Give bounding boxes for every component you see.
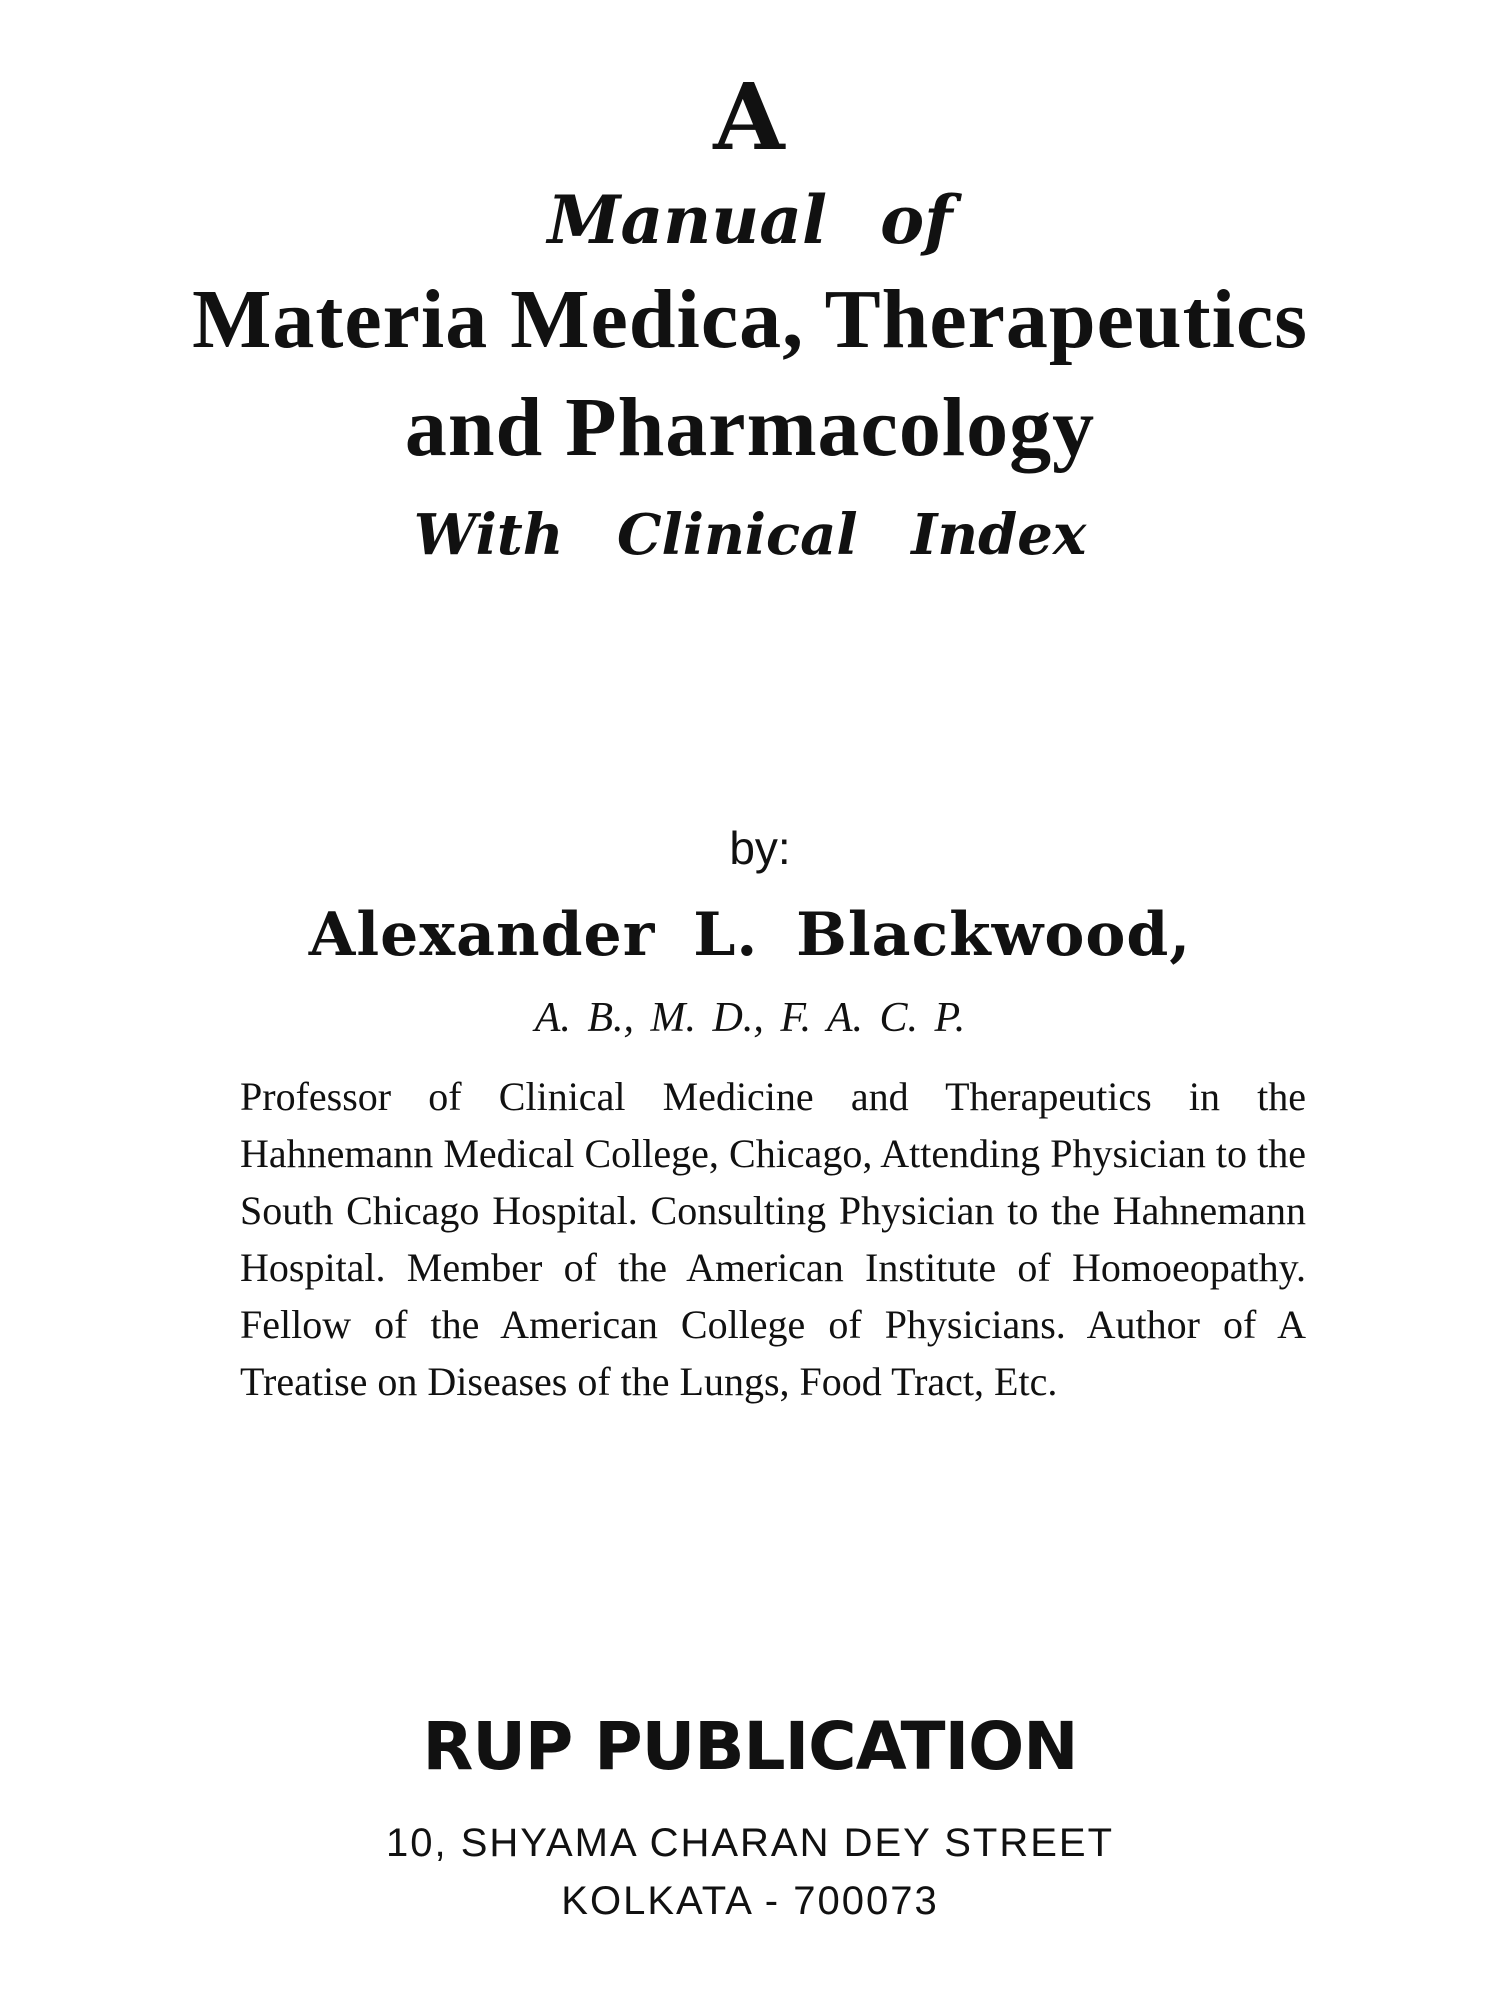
title-article: A — [713, 63, 787, 171]
author-degrees: A. B., M. D., F. A. C. P. — [534, 995, 966, 1041]
title-subtitle: With Clinical Index — [413, 502, 1087, 568]
by-label: by: — [729, 822, 791, 874]
publisher-address-line1: 10, SHYAMA CHARAN DEY STREET — [385, 1821, 1115, 1865]
publisher-name: RUP PUBLICATION — [422, 1708, 1078, 1785]
title-main-line2: and Pharmacology — [404, 381, 1096, 474]
author-bio: Professor of Clinical Medicine and Therapeutics in the Hahnemann Medical College, Chicago, Attending Physician to the South Chicago Hospital. Consulting Physician to the Hahnemann Hospital. Member of the American Institute of Homoeopathy. Fellow of the American College of Physicians. Author of A Treatise on Diseases of the Lungs, Food Tract, Etc. — [240, 1074, 1306, 1404]
publisher-address-line2: KOLKATA - 700073 — [561, 1879, 939, 1923]
author-name: Alexander L. Blackwood, — [308, 900, 1192, 970]
title-manual-of: Manual of — [547, 181, 953, 259]
title-main-line1: Materia Medica, Therapeutics — [192, 273, 1308, 366]
